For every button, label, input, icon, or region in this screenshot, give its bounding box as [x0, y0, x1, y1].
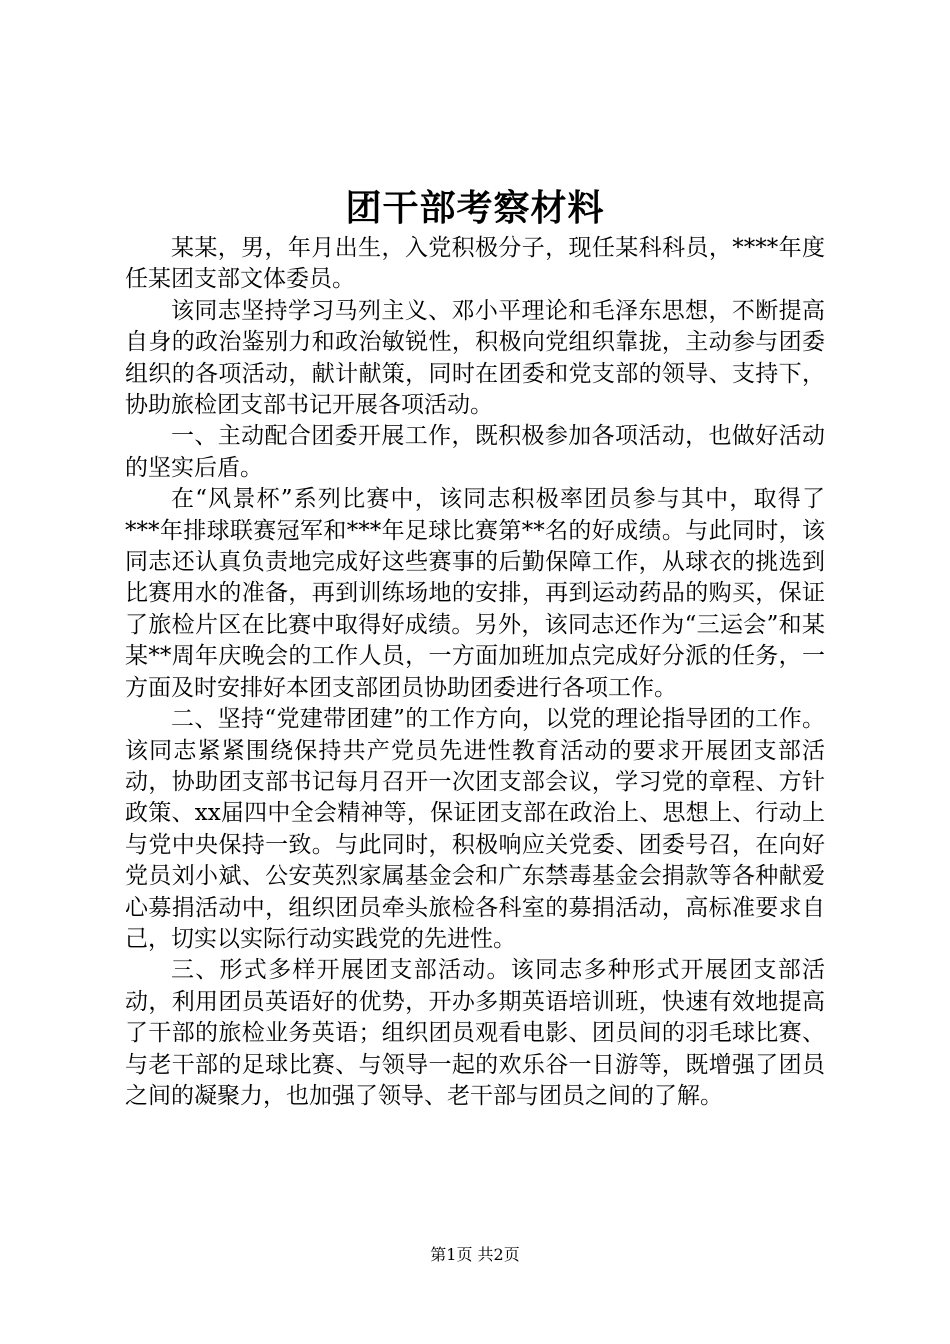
- document-title: 团干部考察材料: [345, 187, 605, 229]
- paragraph-section-three: 三、形式多样开展团支部活动。该同志多种形式开展团支部活动，利用团员英语好的优势，开办多期英语培训班，快速有效地提高了干部的旅检业务英语；组织团员观看电影、团员间的羽毛球比赛、与老干部的足球比赛、与领导一起的欢乐谷一日游等，既增强了团员之间的凝聚力，也加强了领导、老干部与团员之间的了解。: [125, 957, 825, 1109]
- paragraph-section-two: 二、坚持“党建带团建”的工作方向，以党的理论指导团的工作。该同志紧紧围绕保持共产党员先进性教育活动的要求开展团支部活动，协助团支部书记每月召开一次团支部会议，学习党的章程、方针政策、xx届四中全会精神等，保证团支部在政治上、思想上、行动上与党中央保持一致。与此同时，积极响应关党委、团委号召，在向好党员刘小斌、公安英烈家属基金会和广东禁毒基金会捐款等各种献爱心募捐活动中，组织团员牵头旅检各科室的募捐活动，高标准要求自己，切实以实际行动实践党的先进性。: [125, 706, 825, 952]
- paragraph-intro: 某某，男，年月出生，入党积极分子，现任某科科员，****年度任某团支部文体委员。: [125, 235, 825, 293]
- page-number-footer: 第1页 共2页: [430, 1245, 520, 1264]
- paragraph-section-one-body: 在“风景杯”系列比赛中，该同志积极率团员参与其中，取得了***年排球联赛冠军和***年足球比赛第**名的好成绩。与此同时，该同志还认真负责地完成好这些赛事的后勤保障工作，从球衣的挑选到比赛用水的准备，再到训练场地的安排，再到运动药品的购买，保证了旅检片区在比赛中取得好成绩。另外，该同志还作为“三运会”和某某**周年庆晚会的工作人员，一方面加班加点完成好分派的任务，一方面及时安排好本团支部团员协助团委进行各项工作。: [125, 486, 825, 701]
- paragraph-section-one-heading: 一、主动配合团委开展工作，既积极参加各项活动，也做好活动的坚实后盾。: [125, 423, 825, 481]
- document-body: [125, 233, 825, 1112]
- paragraph-study: 该同志坚持学习马列主义、邓小平理论和毛泽东思想，不断提高自身的政治鉴别力和政治敏锐性，积极向党组织靠拢，主动参与团委组织的各项活动，献计献策，同时在团委和党支部的领导、支持下，协助旅检团支部书记开展各项活动。: [125, 297, 825, 419]
